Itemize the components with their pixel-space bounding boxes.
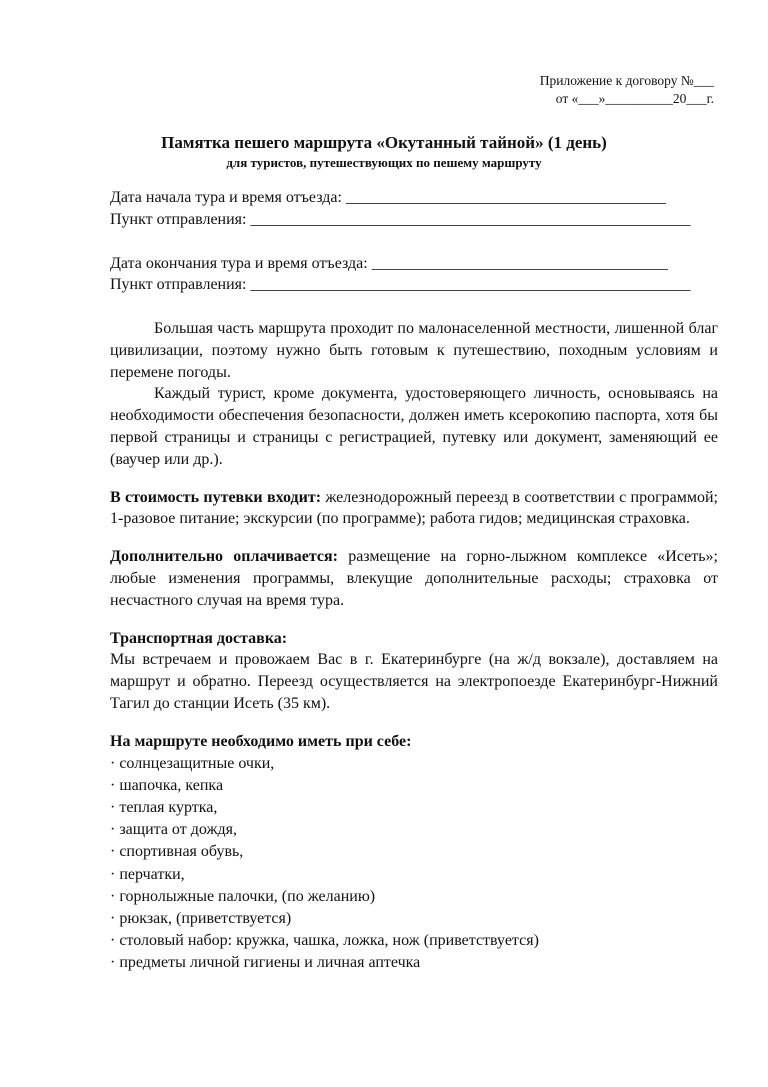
document-title: Памятка пешего маршрута «Окутанный тайной» (1 день) — [161, 133, 607, 152]
checklist-item: · защита от дождя, — [110, 821, 237, 839]
transport-section — [110, 628, 718, 715]
checklist-item: · спортивная обувь, — [110, 843, 244, 861]
document-body — [110, 318, 718, 975]
checklist-item: · столовый набор: кружка, чашка, ложка, нож (приветствуется) — [110, 932, 539, 950]
included-label: В стоимость путевки входит: — [110, 488, 322, 506]
checklist-item: · шапочка, кепка — [110, 776, 224, 794]
document-subtitle: для туристов, путешествующих по пешему маршруту — [226, 155, 542, 170]
annex-date-line: от «___»__________20___г. — [555, 91, 714, 106]
annex-contract-line: Приложение к договору №___ — [539, 73, 714, 88]
extra-label: Дополнительно оплачивается: — [110, 548, 338, 566]
departure-point-field: Пункт отправления: _______________________________________________________ — [110, 210, 691, 228]
start-date-field: Дата начала тура и время отъезда: ________________________________________ — [110, 189, 666, 206]
checklist-item: · горнолыжные палочки, (по желанию) — [110, 887, 376, 905]
checklist-item: · перчатки, — [110, 865, 185, 883]
checklist-item: · солнцезащитные очки, — [110, 754, 275, 772]
included-section — [110, 487, 718, 531]
checklist-label: На маршруте необходимо иметь при себе: — [110, 732, 412, 750]
checklist-item: · предметы личной гигиены и личная аптечка — [110, 954, 421, 972]
transport-text: Мы встречаем и провожаем Вас в г. Екатеринбурге (на ж/д вокзале), доставляем на маршрут и обратно. Переезд осуществляется на электропоезде Екатеринбург-Нижний Тагил до станции Исеть (35 км). — [110, 651, 718, 712]
extra-section — [110, 546, 718, 611]
checklist-item: · теплая куртка, — [110, 798, 218, 816]
end-date-field: Дата окончания тура и время отъезда: _____________________________________ — [110, 254, 668, 272]
transport-label: Транспортная доставка: — [110, 629, 288, 647]
return-point-field: Пункт отправления: _______________________________________________________ — [110, 276, 691, 294]
document-title-block — [0, 132, 768, 172]
extra-text: размещение на горно-лыжном комплексе «Исеть»; любые изменения программы, влекущие дополнительные расходы; страховка от несчастного случая на время тура. — [110, 548, 718, 609]
checklist-item: · рюкзак, (приветствуется) — [110, 909, 292, 927]
annex-header — [540, 72, 714, 108]
intro-paragraph: Большая часть маршрута проходит по малонаселенной местности, лишенной благ цивилизации, поэтому нужно быть готовым к путешествию, походным условиям и перемене погоды. — [110, 320, 718, 381]
checklist-section — [110, 731, 718, 975]
trip-fields — [110, 187, 706, 296]
documents-paragraph: Каждый турист, кроме документа, удостоверяющего личность, основываясь на необходимости обеспечения безопасности, должен иметь ксерокопию паспорта, хотя бы первой страницы и страницы с регистрацией, путевку или документ, заменяющий ее (ваучер или др.). — [110, 385, 718, 468]
included-text: железнодорожный переезд в соответствии с программой; 1-разовое питание; экскурсии (по программе); работа гидов; медицинская страховка. — [110, 488, 718, 528]
checklist — [110, 753, 718, 975]
